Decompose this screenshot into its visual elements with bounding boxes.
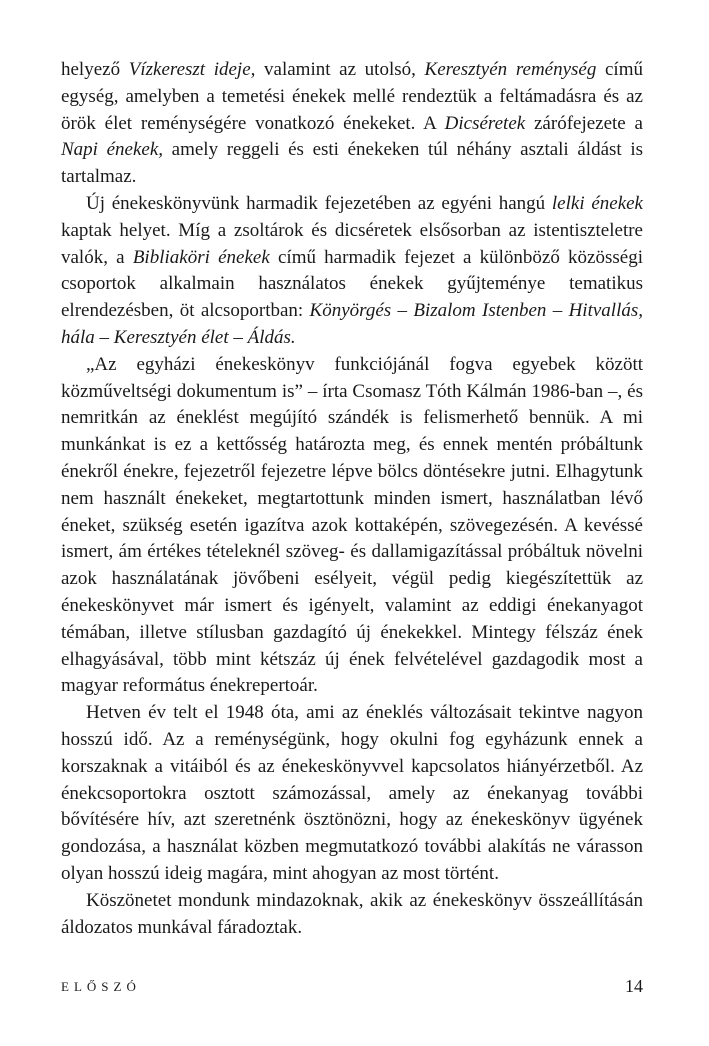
text-run: amely reggeli és esti énekeken túl néhány asztali áldást is tartalmaz. [61,139,643,188]
paragraph [61,700,643,888]
text-run: Új énekeskönyvünk harmadik fejezetében az egyéni hangú [86,192,552,214]
text-run: zárófejezete a [525,112,643,134]
italic-text-run: Napi énekek, [61,139,164,161]
page-number: 14 [625,976,643,996]
body-text [61,57,643,941]
italic-text-run: Könyörgés – Bizalom Istenben – Hitvallás, hála – Keresztyén élet – Áldás. [61,300,643,348]
text-run: kaptak helyet. Míg a zsoltárok és dicséretek elsősorban az istentiszteletre valók, a [61,219,643,268]
text-run: valamint az utolsó, [255,59,425,80]
paragraph [61,57,643,191]
running-footer-section: ELŐSZÓ [61,979,141,994]
italic-text-run: lelki énekek [551,192,643,214]
paragraph [61,888,643,942]
italic-text-run: Bibliaköri énekek [132,246,270,268]
text-run: helyező [61,59,129,80]
italic-text-run: Keresztyén reménység [424,59,597,80]
italic-text-run: Vízkereszt ideje, [128,59,256,80]
text-run: „Az egyházi énekeskönyv funkciójánál fogva egyebek között közműveltségi dokumentum is” – írta Csomasz Tóth Kálmán 1986-ban –, és nemritkán az éneklést megújító szándék is felismerhető bennük. A mi munkánkat is ez a kettősség határozta meg, és ennek mentén próbáltunk énekről énekre, fejezetről fejezetre lépve bölcs döntésekre jutni. Elhagytunk nem használt énekeket, megtartottunk minden ismert, használatban lévő éneket, szükség esetén igazítva azok kottaképén, szövegezésén. A kevéssé ismert, ám értékes tételeknél szöveg- és dallamigazítással próbáltuk növelni azok használatának jövőbeni esélyeit, végül pedig kiegészítettük az énekeskönyvet már ismert és igényelt, valamint az eddigi énekanyagot témában, illetve stílusban gazdagító új énekekkel. Mintegy félszáz ének elhagyásával, több mint kétszáz új ének felvételével gazdagodik most a magyar református énekrepertoár. [61,353,643,697]
text-run: című harmadik fejezet a különböző közösségi csoportok alkalmain használatos énekek gyűjteménye tematikus elrendezésben, öt alcsoportban: [61,246,643,322]
paragraph [61,352,643,700]
text-run: Hetven év telt el 1948 óta, ami az éneklés változásait tekintve nagyon hosszú idő. Az a reménységünk, hogy okulni fog egyházunk ennek a korszaknak a vitáiból és az énekeskönyvvel kapcsolatos hiányérzetből. Az énekcsoportokra osztott számozással, amely az énekanyag további bővítésére hív, azt szeretnénk ösztönözni, hogy az énekeskönyv ügyének gondozása, a használat közben megmutatkozó további alakítás ne várasson olyan hosszú ideig magára, mint ahogyan az most történt. [61,702,643,884]
italic-text-run: Dicséretek [444,112,526,134]
paragraph [61,191,643,352]
text-run: Köszönetet mondunk mindazoknak, akik az énekeskönyv összeállításán áldozatos munkával fáradoztak. [61,889,643,938]
text-run: című egység, amelyben a temetési énekek mellé rendeztük a feltámadásra és az örök élet reménységére vonatkozó énekeket. A [61,59,643,134]
